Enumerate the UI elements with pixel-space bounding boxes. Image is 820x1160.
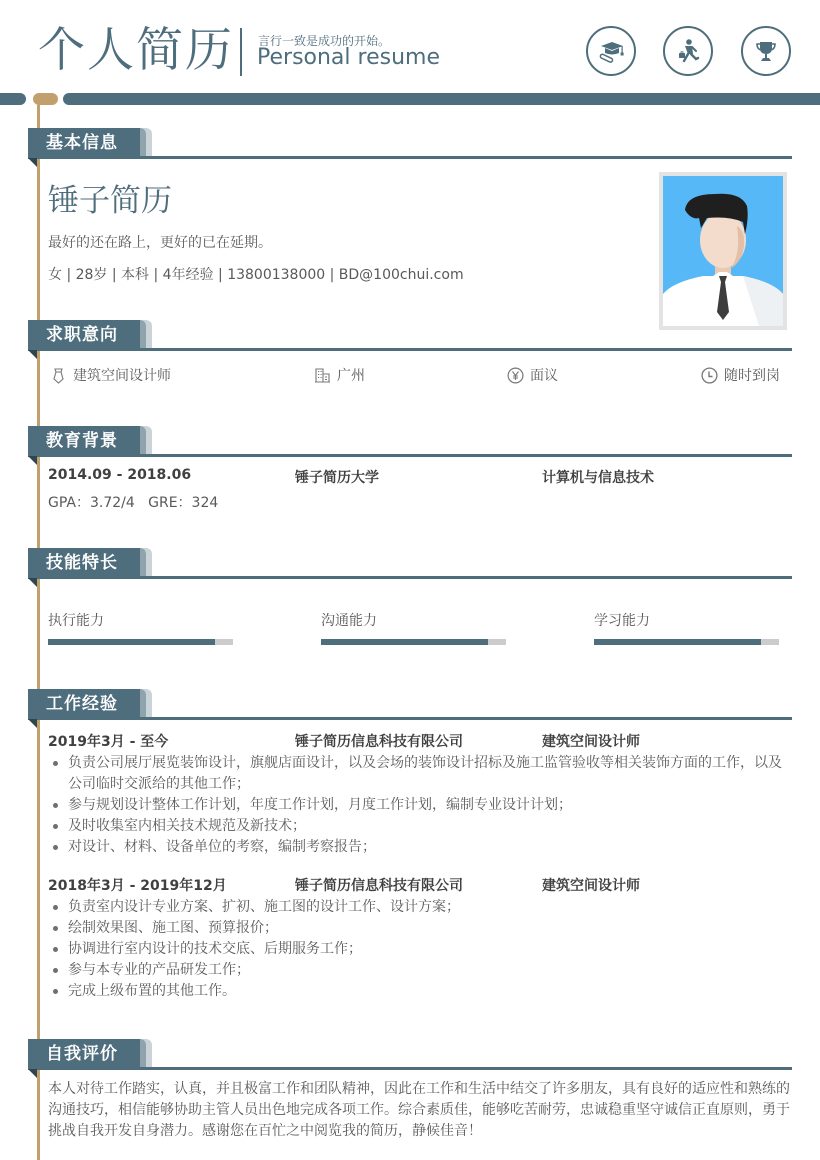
job-period: 2019年3月 - 至今 [48, 734, 169, 750]
slogan: 最好的还在路上，更好的已在延期。 [48, 235, 272, 251]
yen-icon [507, 367, 524, 384]
section-header-self-eval [28, 1039, 792, 1069]
ribbon-left [0, 93, 26, 105]
personal-details: 女 | 28岁 | 本科 | 4年经验 | 13800138000 | BD@100chui.com [48, 267, 464, 283]
list-item: 对设计、材料、设备单位的考察，编制考察报告； [48, 837, 792, 858]
education-school: 锤子简历大学 [295, 470, 379, 486]
section-header-intent [28, 320, 792, 350]
skill-label: 执行能力 [48, 613, 104, 629]
tie-icon [50, 367, 67, 384]
intent-position-text: 建筑空间设计师 [73, 368, 171, 384]
skill-label: 沟通能力 [321, 613, 377, 629]
self-evaluation-text: 本人对待工作踏实，认真，并且极富工作和团队精神，因此在工作和生活中结交了许多朋友，具有良好的适应性和熟练的沟通技巧，相信能够协助主管人员出色地完成各项工作。综合素质佳，能够吃苦耐劳，忠诚稳重坚守诚信正直原则，勇于挑战自我开发自身潜力。感谢您在百忙之中阅览我的简历，静候佳音！ [48, 1081, 790, 1139]
job-duties [48, 897, 792, 1002]
graduation-cap-icon [586, 26, 636, 76]
job-title: 建筑空间设计师 [542, 878, 640, 894]
section-header-work [28, 689, 792, 719]
motto: 言行一致是成功的开始。 [258, 34, 391, 48]
trophy-icon [741, 26, 791, 76]
skill-bar [594, 639, 779, 645]
skill-bar [321, 639, 506, 645]
building-icon [314, 367, 331, 384]
section-header-skills [28, 548, 792, 578]
profile-photo [659, 172, 787, 330]
list-item: 绘制效果图、施工图、预算报价； [48, 918, 792, 939]
education-major: 计算机与信息技术 [542, 470, 654, 486]
section-title: 教育背景 [28, 426, 140, 456]
intent-availability [701, 365, 780, 385]
intent-availability-text: 随时到岗 [724, 368, 780, 384]
skill-label: 学习能力 [594, 613, 650, 629]
list-item: 完成上级布置的其他工作。 [48, 981, 792, 1002]
list-item: 参与本专业的产品研发工作； [48, 960, 792, 981]
timeline-line [37, 105, 40, 1160]
section-header-education [28, 426, 792, 456]
intent-city [314, 365, 365, 385]
title-divider [240, 28, 242, 76]
job-period: 2018年3月 - 2019年12月 [48, 878, 227, 894]
section-title: 求职意向 [28, 320, 140, 350]
list-item: 及时收集室内相关技术规范及新技术； [48, 816, 792, 837]
intent-position [50, 365, 171, 385]
intent-salary-text: 面议 [530, 368, 558, 384]
skill-bar-fill [594, 639, 761, 645]
section-title: 自我评价 [28, 1039, 140, 1069]
businessman-running-icon [663, 26, 713, 76]
education-scores: GPA：3.72/4 GRE：324 [48, 495, 219, 511]
section-title: 工作经验 [28, 689, 140, 719]
education-period: 2014.09 - 2018.06 [48, 467, 192, 483]
list-item: 协调进行室内设计的技术交底、后期服务工作； [48, 939, 792, 960]
resume-title: 个人简历 [38, 23, 234, 78]
list-item: 负责室内设计专业方案、扩初、施工图的设计工作、设计方案； [48, 897, 792, 918]
skill-bar-fill [48, 639, 215, 645]
section-header-basic [28, 128, 792, 158]
skill-bar-fill [321, 639, 488, 645]
skill-bar [48, 639, 233, 645]
intent-salary [507, 365, 558, 385]
avatar-illustration [663, 176, 783, 326]
list-item: 参与规划设计整体工作计划，年度工作计划，月度工作计划，编制专业设计计划； [48, 795, 792, 816]
section-title: 基本信息 [28, 128, 140, 158]
clock-icon [701, 367, 718, 384]
ribbon-gold-pill [33, 93, 58, 105]
job-company: 锤子简历信息科技有限公司 [295, 878, 463, 894]
candidate-name: 锤子简历 [48, 183, 172, 219]
list-item: 负责公司展厅展览装饰设计，旗舰店面设计，以及会场的装饰设计招标及施工监管验收等相关装饰方面的工作，以及公司临时交派给的其他工作； [48, 753, 792, 795]
job-duties [48, 753, 792, 858]
section-title: 技能特长 [28, 548, 140, 578]
ribbon-right [63, 93, 820, 105]
intent-city-text: 广州 [337, 368, 365, 384]
resume-title-en: Personal resume [257, 45, 440, 70]
job-company: 锤子简历信息科技有限公司 [295, 734, 463, 750]
job-title: 建筑空间设计师 [542, 734, 640, 750]
